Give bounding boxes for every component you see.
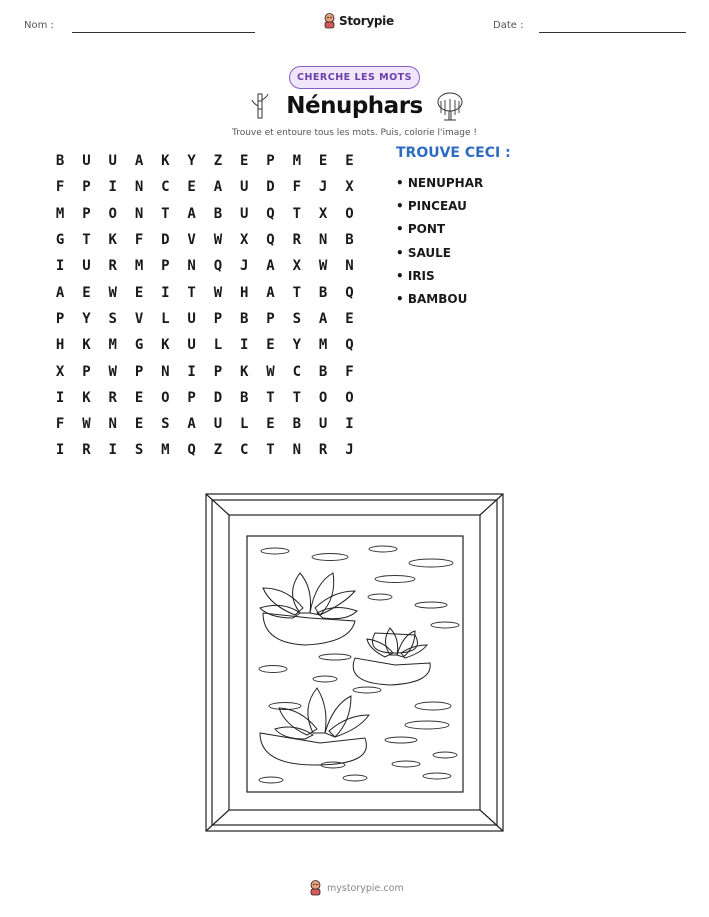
- grid-letter[interactable]: T: [292, 205, 302, 222]
- grid-letter[interactable]: Y: [292, 337, 302, 354]
- grid-letter[interactable]: P: [82, 363, 91, 380]
- grid-letter[interactable]: U: [213, 416, 223, 433]
- grid-letter[interactable]: D: [161, 232, 170, 249]
- grid-letter[interactable]: E: [345, 310, 354, 327]
- grid-letter[interactable]: L: [240, 416, 249, 433]
- grid-letter[interactable]: C: [161, 179, 170, 196]
- grid-letter[interactable]: E: [266, 337, 275, 354]
- grid-letter[interactable]: I: [187, 363, 196, 380]
- grid-letter[interactable]: A: [318, 310, 328, 327]
- grid-letter[interactable]: W: [108, 284, 117, 301]
- grid-letter[interactable]: Z: [213, 442, 223, 459]
- grid-letter[interactable]: P: [213, 363, 223, 380]
- grid-letter[interactable]: P: [55, 310, 65, 327]
- word-search-grid[interactable]: [47, 148, 363, 464]
- grid-letter[interactable]: S: [108, 310, 117, 327]
- grid-letter[interactable]: N: [108, 416, 117, 433]
- grid-letter[interactable]: F: [292, 179, 302, 196]
- grid-letter[interactable]: Y: [187, 153, 196, 170]
- grid-letter[interactable]: U: [318, 416, 328, 433]
- grid-letter[interactable]: Q: [213, 258, 223, 275]
- grid-letter[interactable]: K: [161, 337, 170, 354]
- grid-letter[interactable]: T: [292, 284, 302, 301]
- instructions: Trouve et entoure tous les mots. Puis, colorie l'image !: [232, 128, 477, 138]
- grid-letter[interactable]: Q: [345, 337, 354, 354]
- grid-letter[interactable]: L: [161, 310, 170, 327]
- coloring-picture[interactable]: [205, 493, 504, 832]
- word-list-item: • IRIS: [396, 268, 435, 283]
- grid-letter[interactable]: R: [318, 442, 328, 459]
- grid-letter[interactable]: W: [108, 363, 117, 380]
- grid-letter[interactable]: A: [134, 153, 144, 170]
- name-line[interactable]: [72, 32, 255, 33]
- grid-letter[interactable]: W: [213, 284, 223, 301]
- grid-letter[interactable]: Q: [345, 284, 354, 301]
- grid-letter[interactable]: A: [266, 284, 275, 301]
- grid-letter[interactable]: T: [266, 442, 275, 459]
- grid-letter[interactable]: B: [318, 284, 328, 301]
- grid-letter[interactable]: I: [108, 442, 117, 459]
- grid-letter[interactable]: P: [266, 153, 275, 170]
- footer: [309, 880, 404, 896]
- grid-letter[interactable]: N: [134, 205, 144, 222]
- grid-letter[interactable]: X: [318, 205, 328, 222]
- grid-letter[interactable]: E: [187, 179, 196, 196]
- grid-letter[interactable]: A: [187, 205, 196, 222]
- grid-letter[interactable]: G: [134, 337, 144, 354]
- grid-letter[interactable]: U: [82, 153, 91, 170]
- grid-letter[interactable]: E: [345, 153, 354, 170]
- grid-letter[interactable]: M: [318, 337, 328, 354]
- grid-letter[interactable]: Y: [82, 310, 91, 327]
- grid-letter[interactable]: P: [187, 389, 196, 406]
- grid-letter[interactable]: N: [292, 442, 302, 459]
- grid-letter[interactable]: T: [292, 389, 302, 406]
- grid-letter[interactable]: H: [240, 284, 249, 301]
- grid-letter[interactable]: X: [345, 179, 354, 196]
- name-label: Nom :: [24, 20, 54, 31]
- grid-letter[interactable]: J: [318, 179, 328, 196]
- brand-name: Storypie: [339, 14, 394, 28]
- grid-letter[interactable]: E: [240, 153, 249, 170]
- grid-letter[interactable]: D: [266, 179, 275, 196]
- grid-letter[interactable]: U: [240, 179, 249, 196]
- grid-letter[interactable]: Q: [266, 232, 275, 249]
- grid-letter[interactable]: E: [82, 284, 91, 301]
- grid-letter[interactable]: G: [55, 232, 65, 249]
- grid-letter[interactable]: E: [134, 284, 144, 301]
- grid-letter[interactable]: E: [134, 389, 144, 406]
- grid-letter[interactable]: B: [318, 363, 328, 380]
- grid-letter[interactable]: F: [55, 179, 65, 196]
- grid-letter[interactable]: I: [55, 258, 65, 275]
- grid-letter[interactable]: E: [134, 416, 144, 433]
- date-label: Date :: [493, 20, 524, 31]
- grid-letter[interactable]: D: [213, 389, 223, 406]
- grid-letter[interactable]: U: [240, 205, 249, 222]
- grid-letter[interactable]: F: [345, 363, 354, 380]
- grid-letter[interactable]: T: [266, 389, 275, 406]
- grid-letter[interactable]: R: [82, 442, 91, 459]
- grid-letter[interactable]: S: [134, 442, 144, 459]
- grid-letter[interactable]: I: [240, 337, 249, 354]
- word-list-item: • BAMBOU: [396, 292, 468, 307]
- grid-letter[interactable]: P: [134, 363, 144, 380]
- grid-letter[interactable]: M: [292, 153, 302, 170]
- grid-letter[interactable]: O: [345, 389, 354, 406]
- grid-letter[interactable]: I: [55, 442, 65, 459]
- word-list-item: • SAULE: [396, 245, 451, 260]
- grid-letter[interactable]: X: [55, 363, 65, 380]
- grid-letter[interactable]: Q: [187, 442, 196, 459]
- word-list-item: • NENUPHAR: [396, 175, 484, 190]
- grid-letter[interactable]: T: [161, 205, 170, 222]
- grid-letter[interactable]: N: [318, 232, 328, 249]
- grid-letter[interactable]: L: [213, 337, 223, 354]
- grid-letter[interactable]: N: [345, 258, 354, 275]
- category-badge: CHERCHE LES MOTS: [289, 66, 420, 89]
- grid-letter[interactable]: Q: [266, 205, 275, 222]
- grid-letter[interactable]: R: [292, 232, 302, 249]
- grid-letter[interactable]: R: [108, 258, 117, 275]
- storypie-mascot-icon: [323, 13, 336, 29]
- grid-letter[interactable]: O: [345, 205, 354, 222]
- grid-letter[interactable]: K: [82, 337, 91, 354]
- grid-letter[interactable]: K: [108, 232, 117, 249]
- grid-letter[interactable]: A: [187, 416, 196, 433]
- bamboo-icon: [250, 92, 270, 120]
- grid-letter[interactable]: P: [266, 310, 275, 327]
- grid-letter[interactable]: J: [345, 442, 354, 459]
- grid-letter[interactable]: O: [108, 205, 117, 222]
- grid-letter[interactable]: W: [213, 232, 223, 249]
- grid-letter[interactable]: M: [108, 337, 117, 354]
- grid-letter[interactable]: B: [213, 205, 223, 222]
- grid-letter[interactable]: B: [240, 389, 249, 406]
- grid-letter[interactable]: B: [345, 232, 354, 249]
- grid-letter[interactable]: T: [187, 284, 196, 301]
- grid-letter[interactable]: W: [266, 363, 275, 380]
- grid-letter[interactable]: K: [240, 363, 249, 380]
- grid-letter[interactable]: W: [82, 416, 91, 433]
- grid-letter[interactable]: A: [213, 179, 223, 196]
- grid-letter[interactable]: J: [240, 258, 249, 275]
- grid-letter[interactable]: X: [292, 258, 302, 275]
- footer-url[interactable]: mystorypie.com: [327, 882, 404, 894]
- grid-letter[interactable]: Z: [213, 153, 223, 170]
- grid-letter[interactable]: B: [55, 153, 65, 170]
- grid-letter[interactable]: N: [187, 258, 196, 275]
- grid-letter[interactable]: E: [318, 153, 328, 170]
- grid-letter[interactable]: P: [213, 310, 223, 327]
- grid-letter[interactable]: F: [134, 232, 144, 249]
- grid-letter[interactable]: S: [292, 310, 302, 327]
- storypie-mascot-icon: [309, 880, 322, 896]
- grid-letter[interactable]: V: [134, 310, 144, 327]
- word-list-title: TROUVE CECI :: [396, 145, 511, 161]
- grid-letter[interactable]: U: [187, 337, 196, 354]
- grid-letter[interactable]: R: [108, 389, 117, 406]
- page-title: Nénuphars: [286, 93, 423, 119]
- grid-letter[interactable]: I: [161, 284, 170, 301]
- grid-letter[interactable]: O: [161, 389, 170, 406]
- grid-letter[interactable]: N: [134, 179, 144, 196]
- grid-letter[interactable]: B: [240, 310, 249, 327]
- grid-letter[interactable]: P: [161, 258, 170, 275]
- grid-letter[interactable]: M: [55, 205, 65, 222]
- grid-letter[interactable]: A: [266, 258, 275, 275]
- grid-letter[interactable]: S: [161, 416, 170, 433]
- grid-letter[interactable]: C: [292, 363, 302, 380]
- grid-letter[interactable]: U: [187, 310, 196, 327]
- word-list-item: • PONT: [396, 222, 446, 237]
- grid-letter[interactable]: E: [266, 416, 275, 433]
- grid-letter[interactable]: V: [187, 232, 196, 249]
- grid-letter[interactable]: M: [161, 442, 170, 459]
- grid-letter[interactable]: F: [55, 416, 65, 433]
- grid-letter[interactable]: X: [240, 232, 249, 249]
- word-list-item: • PINCEAU: [396, 198, 467, 213]
- date-line[interactable]: [539, 32, 686, 33]
- brand-logo: [323, 13, 394, 29]
- grid-letter[interactable]: H: [55, 337, 65, 354]
- grid-letter[interactable]: K: [161, 153, 170, 170]
- willow-tree-icon: [436, 91, 464, 121]
- grid-letter[interactable]: K: [82, 389, 91, 406]
- grid-letter[interactable]: T: [82, 232, 91, 249]
- grid-letter[interactable]: U: [82, 258, 91, 275]
- grid-letter[interactable]: M: [134, 258, 144, 275]
- grid-letter[interactable]: P: [82, 179, 91, 196]
- grid-letter[interactable]: U: [108, 153, 117, 170]
- grid-letter[interactable]: I: [55, 389, 65, 406]
- grid-letter[interactable]: A: [55, 284, 65, 301]
- grid-letter[interactable]: N: [161, 363, 170, 380]
- grid-letter[interactable]: O: [318, 389, 328, 406]
- grid-letter[interactable]: I: [345, 416, 354, 433]
- grid-letter[interactable]: C: [240, 442, 249, 459]
- grid-letter[interactable]: I: [108, 179, 117, 196]
- word-list: [396, 171, 483, 311]
- grid-letter[interactable]: W: [318, 258, 328, 275]
- grid-letter[interactable]: B: [292, 416, 302, 433]
- grid-letter[interactable]: P: [82, 205, 91, 222]
